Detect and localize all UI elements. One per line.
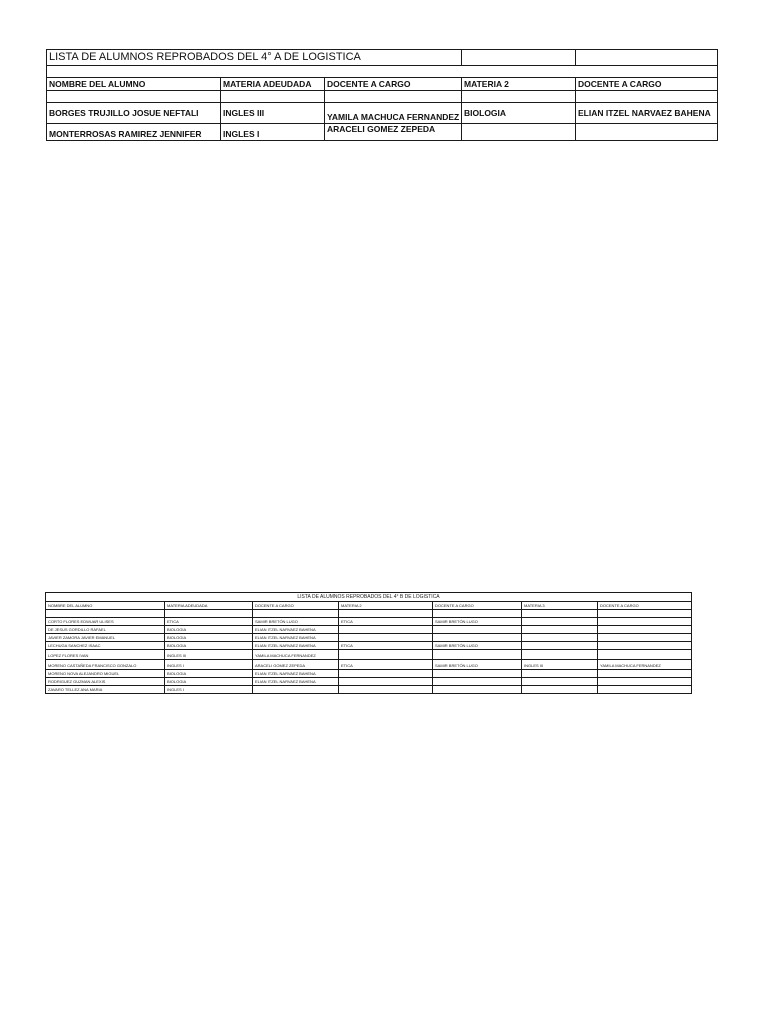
column-header: MATERIA 3 bbox=[522, 602, 598, 610]
cell-teacher-3 bbox=[598, 670, 692, 678]
cell-student: MORENO NOVA ALEJANDRO MIGUEL bbox=[46, 670, 165, 678]
table-row bbox=[46, 634, 692, 642]
cell-subject-3 bbox=[522, 650, 598, 660]
cell-teacher-3: YAMILA MACHUCA FERNANDEZ bbox=[598, 660, 692, 670]
table-4a-logistica bbox=[46, 49, 718, 141]
cell-teacher: ELIAN ITZEL NARVAEZ BAHENA bbox=[253, 670, 339, 678]
cell-subject-2: BIOLOGIA bbox=[462, 103, 576, 124]
cell-subject-2: ETICA bbox=[339, 618, 433, 626]
cell-student: CORTO FLORES EDWUAR ULISES bbox=[46, 618, 165, 626]
cell-teacher-2 bbox=[433, 634, 522, 642]
cell-subject-3 bbox=[522, 626, 598, 634]
table-row bbox=[47, 103, 718, 124]
cell-teacher-2 bbox=[576, 124, 718, 141]
cell-subject: BIOLOGIA bbox=[165, 626, 253, 634]
empty-cell bbox=[576, 50, 718, 66]
cell-teacher: ELIAN ITZEL NARVAEZ BAHENA bbox=[253, 626, 339, 634]
table-title: LISTA DE ALUMNOS REPROBADOS DEL 4° A DE LOGISTICA bbox=[47, 50, 462, 66]
cell-student: RODRIGUEZ GUZMAN ALEXIS bbox=[46, 678, 165, 686]
cell-subject-2 bbox=[339, 634, 433, 642]
cell-teacher-3 bbox=[598, 650, 692, 660]
empty-cell bbox=[462, 50, 576, 66]
cell-teacher: YAMILA MACHUCA FERNANDEZ bbox=[325, 103, 462, 124]
cell-teacher: YAMILA MACHUCA FERNANDEZ bbox=[253, 650, 339, 660]
column-header: MATERIA ADEUDADA bbox=[221, 78, 325, 91]
cell-teacher-3 bbox=[598, 618, 692, 626]
table-row bbox=[46, 642, 692, 650]
column-header: MATERIA 2 bbox=[339, 602, 433, 610]
cell-subject: INGLES III bbox=[221, 103, 325, 124]
cell-teacher-2 bbox=[433, 650, 522, 660]
table-title: LISTA DE ALUMNOS REPROBADOS DEL 4° B DE LOGISTICA bbox=[46, 593, 692, 602]
cell-student: BORGES TRUJILLO JOSUE NEFTALI bbox=[47, 103, 221, 124]
table-row bbox=[46, 618, 692, 626]
spacer-row bbox=[47, 91, 718, 103]
cell-teacher-2 bbox=[433, 678, 522, 686]
cell-subject-3 bbox=[522, 686, 598, 694]
cell-teacher-2: SAMIR BRETÓN LUGO bbox=[433, 660, 522, 670]
column-header: MATERIA 2 bbox=[462, 78, 576, 91]
cell-subject-3: INGLES III bbox=[522, 660, 598, 670]
column-header: DOCENTE A CARGO bbox=[598, 602, 692, 610]
column-header: DOCENTE A CARGO bbox=[576, 78, 718, 91]
cell-teacher bbox=[253, 686, 339, 694]
table-row bbox=[46, 686, 692, 694]
header-row bbox=[46, 602, 692, 610]
cell-subject: ETICA bbox=[165, 618, 253, 626]
spacer-row bbox=[47, 66, 718, 78]
cell-subject-2: ETICA bbox=[339, 660, 433, 670]
cell-teacher-3 bbox=[598, 678, 692, 686]
cell-teacher-2 bbox=[433, 686, 522, 694]
cell-subject: INGLES I bbox=[165, 686, 253, 694]
cell-subject-2 bbox=[339, 670, 433, 678]
cell-teacher-2 bbox=[433, 670, 522, 678]
cell-subject: INGLES III bbox=[165, 650, 253, 660]
title-row bbox=[47, 50, 718, 66]
cell-student: MONTERROSAS RAMIREZ JENNIFER bbox=[47, 124, 221, 141]
cell-teacher-2 bbox=[433, 626, 522, 634]
cell-student: DE JESUS GORDILLO RAFAEL bbox=[46, 626, 165, 634]
spacer-row bbox=[46, 610, 692, 618]
cell-teacher-3 bbox=[598, 634, 692, 642]
cell-subject: BIOLOGIA bbox=[165, 678, 253, 686]
cell-subject-2 bbox=[339, 650, 433, 660]
column-header: DOCENTE A CARGO bbox=[253, 602, 339, 610]
cell-teacher: SAMIR BRETÓN LUGO bbox=[253, 618, 339, 626]
cell-teacher-2: ELIAN ITZEL NARVAEZ BAHENA bbox=[576, 103, 718, 124]
cell-subject-2 bbox=[339, 678, 433, 686]
table-row bbox=[47, 124, 718, 141]
cell-student: JAVIER ZAMORA JAVIER EMANUEL bbox=[46, 634, 165, 642]
cell-subject-3 bbox=[522, 618, 598, 626]
cell-teacher-3 bbox=[598, 686, 692, 694]
cell-subject-3 bbox=[522, 678, 598, 686]
header-row bbox=[47, 78, 718, 91]
column-header: MATERIA ADEUDADA bbox=[165, 602, 253, 610]
column-header: NOMBRE DEL ALUMNO bbox=[46, 602, 165, 610]
cell-subject-2: ETICA bbox=[339, 642, 433, 650]
cell-subject: INGLES I bbox=[221, 124, 325, 141]
cell-teacher: ELIAN ITZEL NARVAEZ BAHENA bbox=[253, 642, 339, 650]
cell-teacher-2: SAMIR BRETÓN LUGO bbox=[433, 642, 522, 650]
cell-subject: INGLES I bbox=[165, 660, 253, 670]
table-row bbox=[46, 650, 692, 660]
cell-student: LECHUGA SANCHEZ ISAAC bbox=[46, 642, 165, 650]
table-4b-logistica bbox=[45, 592, 692, 694]
cell-student: LOPEZ FLORES IVAN bbox=[46, 650, 165, 660]
cell-subject-2 bbox=[339, 686, 433, 694]
cell-subject-2 bbox=[462, 124, 576, 141]
table-row bbox=[46, 626, 692, 634]
table-row bbox=[46, 678, 692, 686]
cell-student: ZAVARO TELLEZ ANA MARIA bbox=[46, 686, 165, 694]
cell-subject-2 bbox=[339, 626, 433, 634]
cell-teacher: ELIAN ITZEL NARVAEZ BAHENA bbox=[253, 634, 339, 642]
title-row bbox=[46, 593, 692, 602]
cell-subject-3 bbox=[522, 642, 598, 650]
table-row bbox=[46, 660, 692, 670]
cell-subject: BIOLOGIA bbox=[165, 670, 253, 678]
cell-subject-3 bbox=[522, 634, 598, 642]
cell-subject-3 bbox=[522, 670, 598, 678]
cell-subject: BIOLOGIA bbox=[165, 634, 253, 642]
column-header: DOCENTE A CARGO bbox=[433, 602, 522, 610]
cell-subject: BIOLOGIA bbox=[165, 642, 253, 650]
cell-teacher: ARACELI GOMEZ ZEPEDA bbox=[253, 660, 339, 670]
table-row bbox=[46, 670, 692, 678]
column-header: NOMBRE DEL ALUMNO bbox=[47, 78, 221, 91]
column-header: DOCENTE A CARGO bbox=[325, 78, 462, 91]
cell-teacher-2: SAMIR BRETÓN LUGO bbox=[433, 618, 522, 626]
cell-student: MORENO CASTAÑEDA FRANCISCO GONZALO bbox=[46, 660, 165, 670]
cell-teacher-3 bbox=[598, 626, 692, 634]
cell-teacher-3 bbox=[598, 642, 692, 650]
cell-teacher: ELIAN ITZEL NARVAEZ BAHENA bbox=[253, 678, 339, 686]
cell-teacher: ARACELI GOMEZ ZEPEDA bbox=[325, 124, 462, 141]
